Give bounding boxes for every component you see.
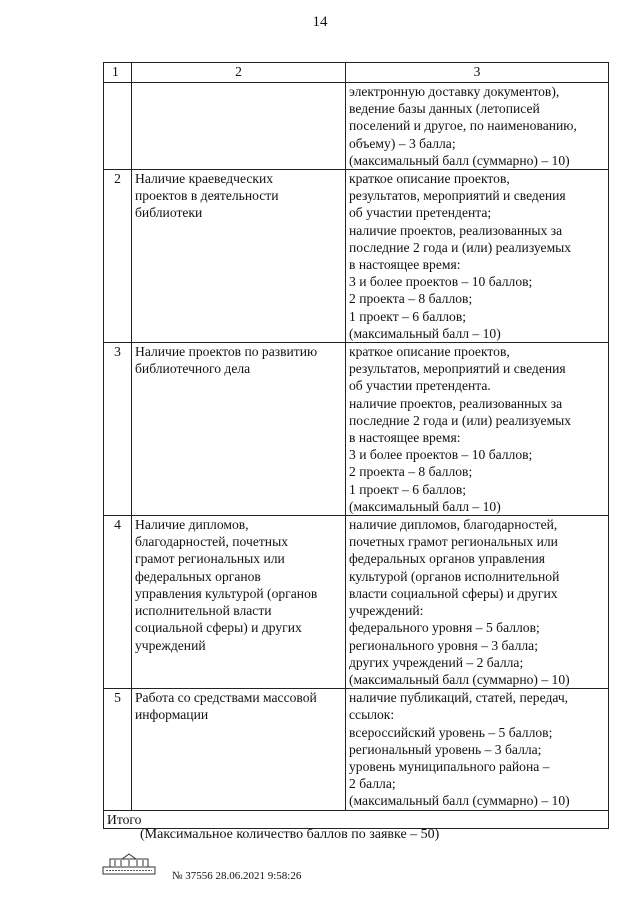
column-header-3: 3 (346, 63, 609, 83)
scoring-description-line: других учреждений – 2 балла; (349, 654, 524, 670)
scoring-description-line: (максимальный балл (суммарно) – 10) (349, 793, 570, 809)
scoring-description-line: 2 проекта – 8 баллов; (349, 291, 473, 307)
row-number: 5 (104, 689, 132, 810)
scoring-description-line: последние 2 года и (или) реализуемых (349, 239, 572, 255)
criterion-name-line: Наличие проектов по развитию (135, 344, 318, 360)
scoring-description (346, 170, 609, 343)
scoring-description-line: 2 балла; (349, 776, 396, 792)
scoring-description-line: наличие проектов, реализованных за (349, 395, 563, 411)
criterion-name-line: благодарностей, почетных (135, 534, 289, 550)
scoring-description-line: 3 и более проектов – 10 баллов; (349, 447, 533, 463)
criterion-name-line: проектов в деятельности (135, 188, 279, 204)
criteria-table (103, 62, 609, 829)
table-row (104, 689, 609, 810)
scoring-description-line: результатов, мероприятий и сведения (349, 361, 566, 377)
scoring-description-line: 3 и более проектов – 10 баллов; (349, 274, 533, 290)
scoring-description-line: об участии претендента. (349, 378, 491, 394)
scoring-description (346, 689, 609, 810)
criterion-name (132, 170, 346, 343)
total-row (104, 810, 609, 828)
criterion-name-line: исполнительной власти (135, 603, 272, 619)
column-header-2: 2 (132, 63, 346, 83)
table-header-row (104, 63, 609, 83)
scoring-description-line: электронную доставку документов), (349, 84, 560, 99)
registry-stamp-icon (102, 853, 156, 875)
row-number: 2 (104, 170, 132, 343)
scoring-description-line: поселений и другое, по наименованию, (349, 118, 577, 134)
scoring-description-line: в настоящее время: (349, 430, 461, 446)
criterion-name (132, 516, 346, 689)
criterion-name-line: учреждений (135, 637, 206, 653)
scoring-description-line: 1 проект – 6 баллов; (349, 308, 467, 324)
scoring-description-line: (максимальный балл (суммарно) – 10) (349, 671, 570, 687)
row-number: 3 (104, 343, 132, 516)
scoring-description-line: (максимальный балл – 10) (349, 498, 501, 514)
criterion-name-line: библиотечного дела (135, 361, 251, 377)
page-number: 14 (312, 14, 328, 30)
scoring-description (346, 516, 609, 689)
scoring-description-line: почетных грамот региональных или (349, 534, 558, 550)
scoring-description-line: региональный уровень – 3 балла; (349, 741, 542, 757)
scoring-description-line: результатов, мероприятий и сведения (349, 188, 566, 204)
criterion-name-line: информации (135, 707, 209, 723)
criterion-name (132, 689, 346, 810)
scoring-description-line: объему) – 3 балла; (349, 135, 456, 151)
criterion-name-line: грамот региональных или (135, 551, 285, 567)
scoring-description-line: учреждений: (349, 603, 424, 619)
scoring-description-line: регионального уровня – 3 балла; (349, 637, 538, 653)
criterion-name-line: социальной сферы) и других (135, 620, 302, 636)
max-score-note: (Максимальное количество баллов по заявке – 50) (140, 827, 440, 842)
scoring-description-line: (максимальный балл – 10) (349, 325, 501, 341)
row-number (104, 83, 132, 170)
column-header-1: 1 (104, 63, 132, 83)
scoring-description (346, 343, 609, 516)
criterion-name-line: Наличие краеведческих (135, 171, 274, 187)
scoring-description (346, 83, 609, 170)
row-number: 4 (104, 516, 132, 689)
criterion-name-line: управления культурой (органов (135, 585, 318, 601)
scoring-description-line: (максимальный балл (суммарно) – 10) (349, 152, 570, 168)
document-registration-id: № 37556 28.06.2021 9:58:26 (172, 870, 302, 882)
scoring-description-line: об участии претендента; (349, 205, 492, 221)
criterion-name (132, 83, 346, 170)
criterion-name-line: Наличие дипломов, (135, 517, 249, 533)
scoring-description-line: наличие дипломов, благодарностей, (349, 517, 558, 533)
scoring-description-line: федеральных органов управления (349, 551, 546, 567)
table-row (104, 83, 609, 170)
scoring-description-line: краткое описание проектов, (349, 171, 510, 187)
criterion-name-line: федеральных органов (135, 568, 261, 584)
scoring-description-line: ссылок: (349, 707, 395, 723)
scoring-description-line: 2 проекта – 8 баллов; (349, 464, 473, 480)
scoring-description-line: 1 проект – 6 баллов; (349, 481, 467, 497)
scoring-description-line: культурой (органов исполнительной (349, 568, 560, 584)
scoring-description-line: федерального уровня – 5 баллов; (349, 620, 540, 636)
scoring-description-line: краткое описание проектов, (349, 344, 510, 360)
table-row (104, 516, 609, 689)
scoring-description-line: в настоящее время: (349, 257, 461, 273)
criterion-name-line: библиотеки (135, 205, 203, 221)
criterion-name (132, 343, 346, 516)
scoring-description-line: последние 2 года и (или) реализуемых (349, 412, 572, 428)
total-label: Итого (104, 810, 609, 828)
scoring-description-line: всероссийский уровень – 5 баллов; (349, 724, 553, 740)
scoring-description-line: наличие публикаций, статей, передач, (349, 690, 569, 706)
scoring-description-line: ведение базы данных (летописей (349, 101, 540, 117)
scoring-description-line: власти социальной сферы) и других (349, 585, 558, 601)
scoring-description-line: наличие проектов, реализованных за (349, 222, 563, 238)
scoring-description-line: уровень муниципального района – (349, 758, 550, 774)
criterion-name-line: Работа со средствами массовой (135, 690, 317, 706)
table-row (104, 343, 609, 516)
table-row (104, 170, 609, 343)
